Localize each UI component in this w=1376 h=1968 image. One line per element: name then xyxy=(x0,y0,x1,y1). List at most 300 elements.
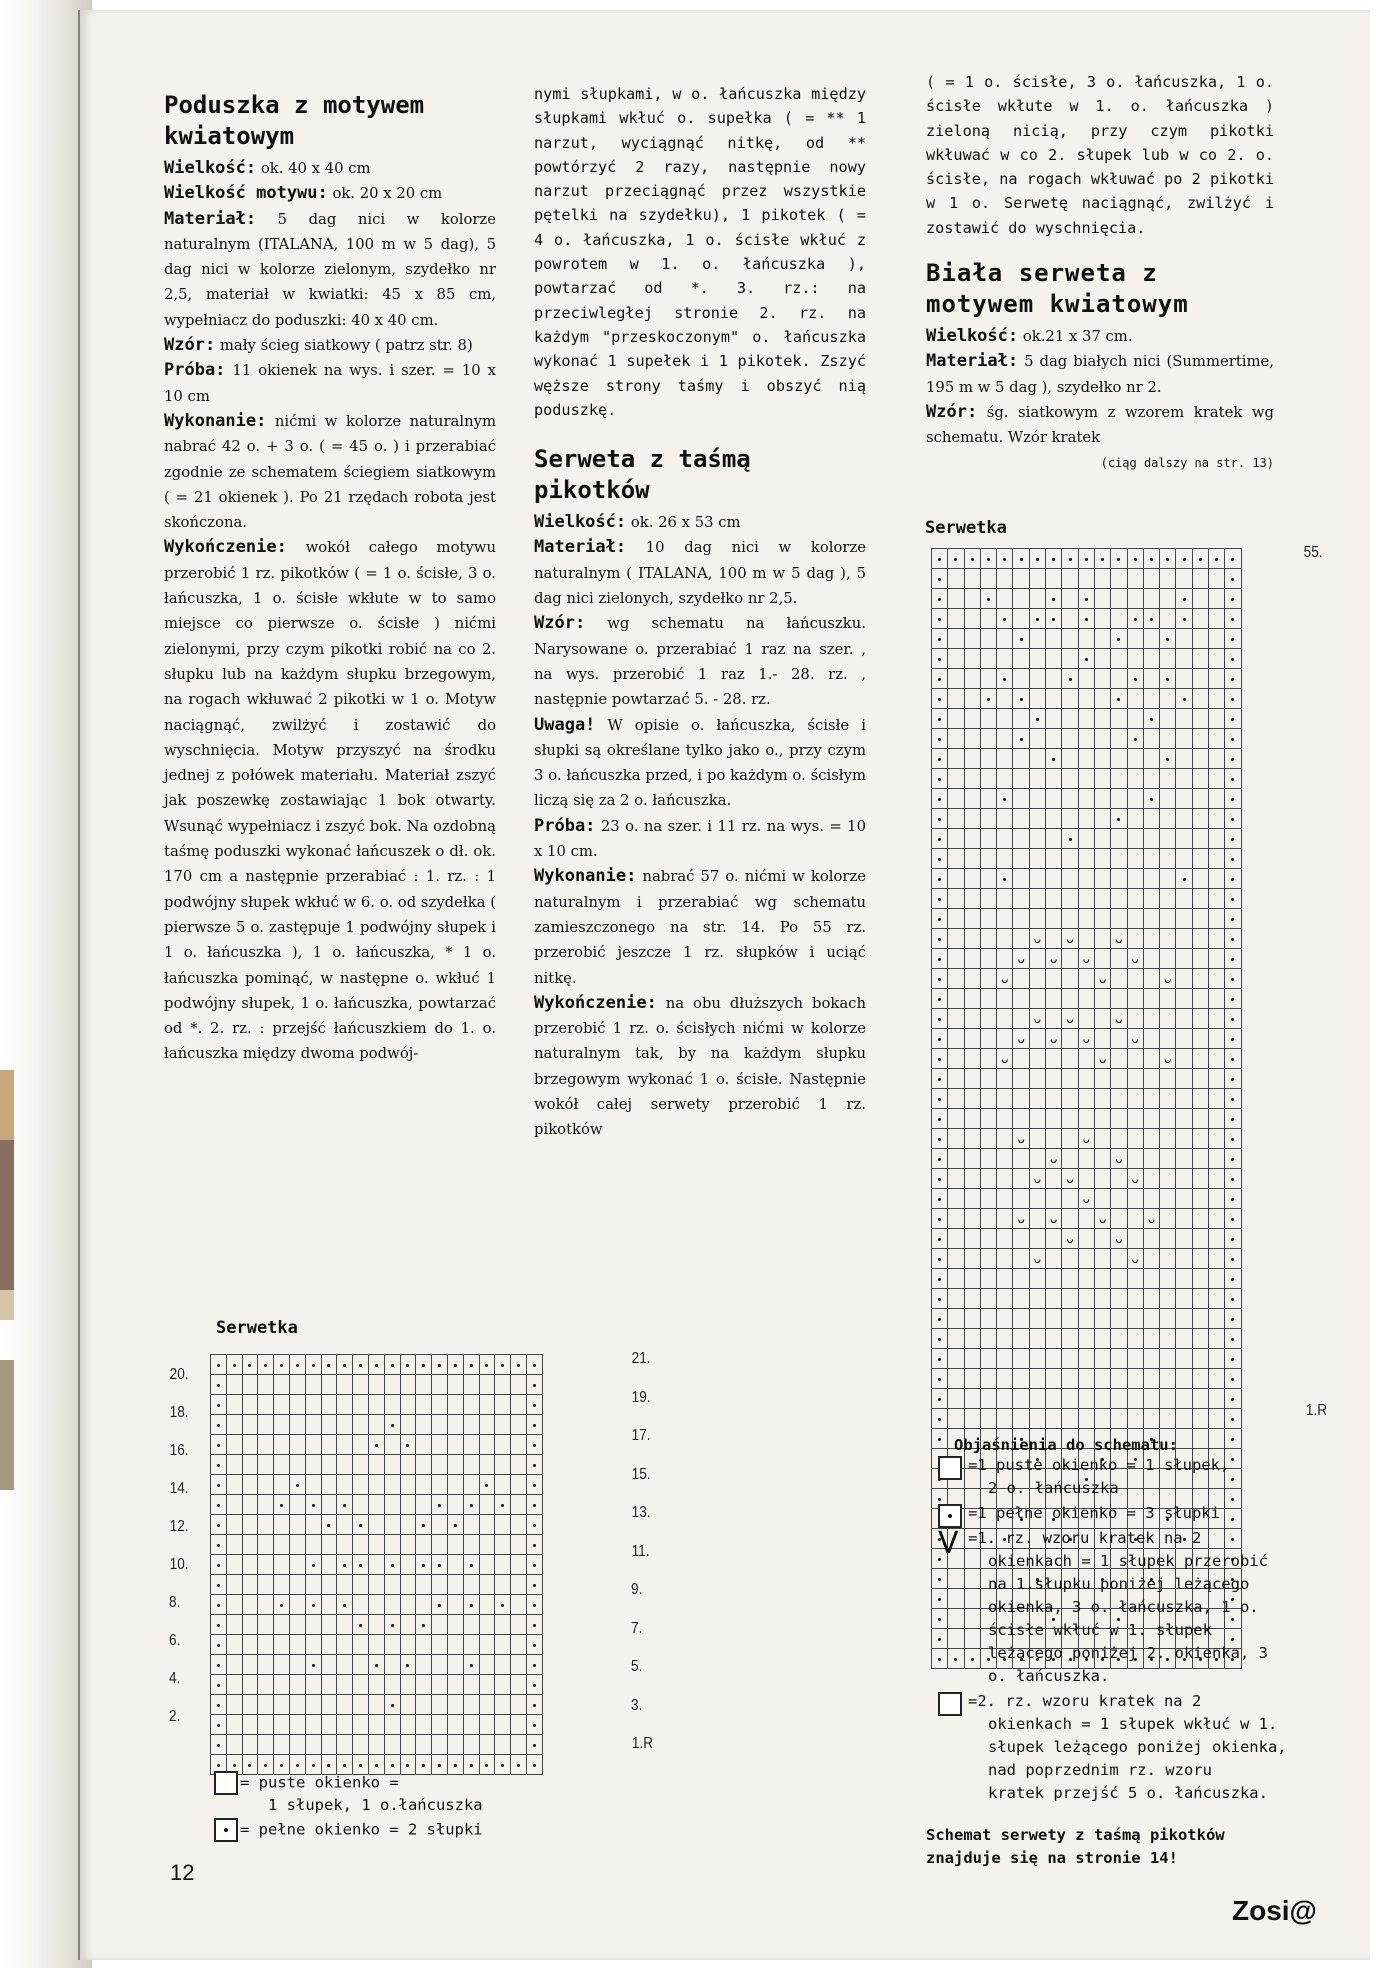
chart-cell xyxy=(1046,1109,1062,1129)
chart-cell xyxy=(226,1675,242,1695)
chart-cell xyxy=(1013,569,1029,589)
chart-cell xyxy=(384,1695,400,1715)
chart-cell xyxy=(258,1515,274,1535)
chart-cell xyxy=(226,1695,242,1715)
chart-cell xyxy=(432,1395,448,1415)
chart-cell xyxy=(1225,709,1241,729)
chart-cell xyxy=(1209,1389,1225,1409)
spec-label: Materiał: xyxy=(926,351,1019,372)
chart-cell xyxy=(242,1675,258,1695)
chart-cell xyxy=(1176,769,1192,789)
chart-cell xyxy=(1127,569,1143,589)
chart-cell xyxy=(1143,1089,1159,1109)
chart-cell xyxy=(1192,1149,1208,1169)
chart-cell xyxy=(400,1635,416,1655)
chart-cell xyxy=(1176,1069,1192,1089)
chart-cell xyxy=(997,669,1013,689)
chart-cell xyxy=(226,1495,242,1515)
chart-cell xyxy=(274,1695,290,1715)
row-number: 19. xyxy=(631,1388,651,1406)
chart-cell xyxy=(1046,1129,1062,1149)
chart-cell xyxy=(1225,929,1241,949)
chart-cell xyxy=(1094,809,1110,829)
chart-cell xyxy=(1111,689,1127,709)
chart-cell xyxy=(980,729,996,749)
chart-cell xyxy=(980,1029,996,1049)
chart-cell: ᴗ xyxy=(997,969,1013,989)
chart-cell xyxy=(447,1455,463,1475)
color-strip xyxy=(0,1290,14,1320)
chart-cell xyxy=(1013,589,1029,609)
chart-cell xyxy=(211,1735,227,1755)
chart-cell xyxy=(1062,769,1078,789)
chart-cell xyxy=(1160,609,1176,629)
chart-cell xyxy=(384,1555,400,1575)
chart-cell xyxy=(432,1735,448,1755)
chart-cell xyxy=(1029,1069,1045,1089)
chart-cell xyxy=(447,1475,463,1495)
chart-cell xyxy=(463,1595,479,1615)
chart-cell xyxy=(321,1435,337,1455)
chart-cell xyxy=(384,1395,400,1415)
chart-cell: ᴗ xyxy=(1094,969,1110,989)
chart-cell xyxy=(1094,669,1110,689)
chart-cell xyxy=(1013,1309,1029,1329)
chart-cell xyxy=(1029,1049,1045,1069)
chart-cell xyxy=(1225,749,1241,769)
chart-cell xyxy=(1062,1349,1078,1369)
chart-cell xyxy=(1111,669,1127,689)
chart-cell xyxy=(526,1675,542,1695)
chart-cell xyxy=(997,929,1013,949)
chart-cell xyxy=(1062,589,1078,609)
chart-cell xyxy=(1013,629,1029,649)
chart-cell xyxy=(948,609,964,629)
chart-cell xyxy=(1192,1429,1208,1449)
chart-cell xyxy=(368,1375,384,1395)
chart-cell xyxy=(274,1535,290,1555)
spec-paragraph xyxy=(164,333,496,358)
chart-cell xyxy=(1094,749,1110,769)
chart-cell xyxy=(1160,549,1176,569)
chart-cell xyxy=(495,1575,511,1595)
chart-cell xyxy=(1046,909,1062,929)
chart-cell xyxy=(1078,809,1094,829)
chart-cell xyxy=(432,1475,448,1495)
chart-cell xyxy=(948,829,964,849)
chart-cell xyxy=(997,889,1013,909)
chart-cell xyxy=(1192,949,1208,969)
chart-cell xyxy=(1160,1389,1176,1409)
chart-cell xyxy=(226,1395,242,1415)
chart-cell xyxy=(1192,729,1208,749)
spec-label: Wykończenie: xyxy=(164,537,287,558)
chart-cell xyxy=(948,949,964,969)
chart-cell: ᴗ xyxy=(1111,1009,1127,1029)
chart-cell xyxy=(997,1069,1013,1089)
chart-cell xyxy=(353,1435,369,1455)
chart-cell xyxy=(1046,1289,1062,1309)
chart-cell xyxy=(1094,689,1110,709)
chart-cell xyxy=(964,909,980,929)
chart-cell xyxy=(400,1675,416,1695)
chart-cell xyxy=(1078,1109,1094,1129)
chart-cell xyxy=(447,1635,463,1655)
chart-cell xyxy=(1160,989,1176,1009)
chart-cell xyxy=(1078,709,1094,729)
chart-cell xyxy=(1013,709,1029,729)
chart-cell xyxy=(1225,589,1241,609)
chart-cell xyxy=(1078,1309,1094,1329)
chart-cell xyxy=(1176,549,1192,569)
chart-cell xyxy=(932,989,948,1009)
chart-cell xyxy=(1013,1189,1029,1209)
chart-cell xyxy=(479,1515,495,1535)
chart-cell xyxy=(1046,1189,1062,1209)
chart-cell xyxy=(1029,1189,1045,1209)
chart-cell xyxy=(1225,1089,1241,1109)
chart-cell xyxy=(1094,889,1110,909)
chart-cell xyxy=(258,1535,274,1555)
row-number: 12. xyxy=(169,1518,189,1535)
chart-cell xyxy=(1209,1269,1225,1289)
chart-cell xyxy=(1127,1189,1143,1209)
chart-cell xyxy=(1046,1349,1062,1369)
chart-cell xyxy=(964,1369,980,1389)
chart-cell xyxy=(1029,1209,1045,1229)
chart-cell xyxy=(1046,1389,1062,1409)
chart-cell xyxy=(416,1395,432,1415)
chart-cell xyxy=(932,629,948,649)
chart-cell xyxy=(211,1655,227,1675)
chart-cell xyxy=(1160,649,1176,669)
chart-cell xyxy=(1013,1409,1029,1429)
chart-cell xyxy=(964,729,980,749)
chart-cell xyxy=(526,1575,542,1595)
chart-cell xyxy=(1209,949,1225,969)
chart-cell xyxy=(337,1395,353,1415)
chart-cell xyxy=(384,1595,400,1615)
chart-cell xyxy=(932,1269,948,1289)
chart-cell xyxy=(368,1695,384,1715)
chart-cell xyxy=(932,1249,948,1269)
chart-cell xyxy=(1046,1269,1062,1289)
chart-cell xyxy=(432,1455,448,1475)
chart-cell xyxy=(1127,689,1143,709)
chart-cell xyxy=(1192,709,1208,729)
chart-cell xyxy=(948,969,964,989)
chart-cell xyxy=(1192,1329,1208,1349)
chart-cell xyxy=(980,989,996,1009)
chart-cell xyxy=(1111,1409,1127,1429)
chart-cell xyxy=(964,889,980,909)
chart-cell xyxy=(337,1415,353,1435)
chart-cell xyxy=(1127,1049,1143,1069)
chart-cell xyxy=(1046,1049,1062,1069)
chart-cell xyxy=(1192,909,1208,929)
chart-cell xyxy=(1143,1149,1159,1169)
chart-cell xyxy=(511,1675,527,1695)
chart-cell xyxy=(1029,989,1045,1009)
row-number-bottom: 1.R xyxy=(1305,1402,1328,1419)
chart-cell xyxy=(1192,1009,1208,1029)
chart-cell xyxy=(1192,969,1208,989)
chart-cell xyxy=(1176,1149,1192,1169)
chart-cell xyxy=(997,1369,1013,1389)
chart-cell xyxy=(511,1535,527,1555)
chart-cell xyxy=(980,669,996,689)
row-number: 17. xyxy=(631,1427,651,1444)
chart-cell xyxy=(258,1735,274,1755)
chart-cell xyxy=(526,1595,542,1615)
chart-cell xyxy=(1111,969,1127,989)
chart-cell xyxy=(384,1675,400,1695)
chart-cell xyxy=(1160,589,1176,609)
chart-cell xyxy=(353,1715,369,1735)
chart-cell xyxy=(1160,1089,1176,1109)
chart-cell xyxy=(1127,929,1143,949)
chart-cell xyxy=(353,1655,369,1675)
chart-cell xyxy=(511,1595,527,1615)
chart-cell: ᴗ xyxy=(1160,1049,1176,1069)
chart-cell xyxy=(1094,1249,1110,1269)
chart-cell xyxy=(997,849,1013,869)
chart-cell xyxy=(447,1375,463,1395)
chart-cell xyxy=(1013,649,1029,669)
chart-cell xyxy=(1225,1329,1241,1349)
chart-cell xyxy=(1029,549,1045,569)
chart-cell xyxy=(1013,829,1029,849)
chart-cell xyxy=(368,1595,384,1615)
chart-cell xyxy=(1029,629,1045,649)
chart-cell xyxy=(1062,709,1078,729)
chart-cell xyxy=(1062,669,1078,689)
chart-cell xyxy=(337,1355,353,1375)
chart-cell xyxy=(289,1715,305,1735)
chart-cell xyxy=(211,1395,227,1415)
chart-cell xyxy=(400,1535,416,1555)
chart-cell xyxy=(368,1615,384,1635)
chart-cell xyxy=(1209,1229,1225,1249)
chart-cell xyxy=(980,829,996,849)
explanation-line: okienka, 3 o. łańcuszka, 1 o. xyxy=(988,1598,1259,1616)
chart-cell xyxy=(1127,769,1143,789)
chart-cell xyxy=(1176,1369,1192,1389)
chart-cell xyxy=(463,1435,479,1455)
chart-cell xyxy=(400,1755,416,1775)
chart-cell xyxy=(964,1249,980,1269)
chart-cell xyxy=(1046,549,1062,569)
chart-cell xyxy=(1062,1329,1078,1349)
explanation-line: okienkach = 1 słupek wkłuć w 1. xyxy=(988,1715,1278,1733)
chart-cell xyxy=(1160,1369,1176,1389)
row-number: 11. xyxy=(631,1542,650,1560)
chart-cell xyxy=(1176,989,1192,1009)
chart-cell xyxy=(416,1735,432,1755)
chart-cell xyxy=(226,1735,242,1755)
chart-cell xyxy=(1111,749,1127,769)
chart-cell xyxy=(337,1655,353,1675)
chart-cell xyxy=(274,1555,290,1575)
spec-label: Wzór: xyxy=(926,401,978,422)
chart-cell xyxy=(997,709,1013,729)
chart-cell xyxy=(1160,1249,1176,1269)
chart-cell xyxy=(1111,1389,1127,1409)
chart-cell xyxy=(997,1149,1013,1169)
chart-cell xyxy=(337,1435,353,1455)
chart-cell xyxy=(321,1715,337,1735)
chart-cell xyxy=(1094,1009,1110,1029)
chart-cell xyxy=(1013,969,1029,989)
chart-cell xyxy=(226,1595,242,1615)
chart-cell xyxy=(1046,1309,1062,1329)
chart-cell xyxy=(1094,849,1110,869)
chart-cell xyxy=(1225,1169,1241,1189)
chart-cell xyxy=(1192,829,1208,849)
chart-cell xyxy=(1209,1049,1225,1069)
chart-cell xyxy=(964,829,980,849)
chart-cell xyxy=(305,1575,321,1595)
chart-cell xyxy=(1160,1269,1176,1289)
chart-cell xyxy=(384,1715,400,1735)
chart-cell xyxy=(997,1389,1013,1409)
chart-cell xyxy=(1078,1209,1094,1229)
chart-cell xyxy=(274,1715,290,1735)
chart-cell xyxy=(1160,1289,1176,1309)
chart-cell xyxy=(1046,729,1062,749)
spec-label: Wykonanie: xyxy=(164,410,267,431)
chart-cell xyxy=(416,1475,432,1495)
chart-cell xyxy=(980,749,996,769)
chart-cell xyxy=(964,689,980,709)
chart-cell xyxy=(1029,709,1045,729)
chart-cell xyxy=(997,1089,1013,1109)
chart-cell xyxy=(1111,549,1127,569)
chart-cell xyxy=(1078,1089,1094,1109)
chart-cell xyxy=(463,1535,479,1555)
chart-cell xyxy=(948,1249,964,1269)
chart-cell xyxy=(1062,1409,1078,1429)
chart-cell xyxy=(495,1555,511,1575)
chart-cell xyxy=(321,1735,337,1755)
chart-cell xyxy=(1176,1269,1192,1289)
chart-cell xyxy=(1062,1089,1078,1109)
chart-cell xyxy=(1160,929,1176,949)
chart-cell xyxy=(1013,909,1029,929)
chart-cell xyxy=(1013,769,1029,789)
chart-cell xyxy=(511,1495,527,1515)
chart-cell xyxy=(1111,1349,1127,1369)
chart-cell xyxy=(1094,569,1110,589)
chart-cell xyxy=(1094,709,1110,729)
chart-title: Serwetka xyxy=(925,518,1007,538)
chart-cell xyxy=(1029,849,1045,869)
chart-cell xyxy=(368,1455,384,1475)
chart-cell xyxy=(447,1395,463,1415)
chart-cell xyxy=(511,1455,527,1475)
chart-cell xyxy=(1078,1289,1094,1309)
chart-cell xyxy=(948,749,964,769)
chart-cell xyxy=(289,1595,305,1615)
chart-cell xyxy=(1062,1389,1078,1409)
chart-cell xyxy=(997,549,1013,569)
chart-cell xyxy=(1111,629,1127,649)
chart-cell xyxy=(964,769,980,789)
chart-cell xyxy=(1225,889,1241,909)
section-body xyxy=(164,156,496,1067)
chart-cell xyxy=(242,1455,258,1475)
chart-cell xyxy=(368,1735,384,1755)
row-number: 10. xyxy=(169,1556,189,1573)
chart-cell xyxy=(400,1575,416,1595)
chart-cell xyxy=(1078,1329,1094,1349)
spec-text: 23 o. na szer. i 11 rz. na wys. = 10 x 10 cm. xyxy=(534,817,866,861)
chart-cell xyxy=(948,1189,964,1209)
chart-cell xyxy=(1029,969,1045,989)
chart-cell xyxy=(964,609,980,629)
chart-cell xyxy=(1078,969,1094,989)
chart-cell xyxy=(1160,569,1176,589)
chart-cell xyxy=(1046,929,1062,949)
chart-cell xyxy=(964,869,980,889)
chart-cell xyxy=(1160,1229,1176,1249)
section-title: Poduszka z motywem kwiatowym xyxy=(164,91,425,150)
chart-cell xyxy=(305,1535,321,1555)
chart-cell xyxy=(1192,1309,1208,1329)
chart-cell xyxy=(1094,1369,1110,1389)
chart-cell xyxy=(932,789,948,809)
chart-cell xyxy=(1062,909,1078,929)
chart-cell xyxy=(337,1715,353,1735)
chart-cell xyxy=(526,1515,542,1535)
chart-cell xyxy=(1062,1029,1078,1049)
chart-cell: ᴗ xyxy=(1046,1029,1062,1049)
chart-cell xyxy=(1127,789,1143,809)
chart-cell xyxy=(1160,1309,1176,1329)
chart-cell xyxy=(1013,1249,1029,1269)
chart-cell xyxy=(368,1675,384,1695)
chart-cell xyxy=(1127,1389,1143,1409)
chart-cell xyxy=(1209,1089,1225,1109)
chart-cell xyxy=(1111,649,1127,669)
chart-cell xyxy=(932,1409,948,1429)
empty-square-icon xyxy=(938,1456,962,1480)
chart-cell xyxy=(1225,989,1241,1009)
chart-cell xyxy=(964,849,980,869)
chart-cell xyxy=(1225,969,1241,989)
chart-cell: ᴗ xyxy=(1046,949,1062,969)
chart-cell xyxy=(400,1515,416,1535)
spec-paragraph xyxy=(534,991,866,1143)
chart-cell xyxy=(1225,1229,1241,1249)
chart-cell xyxy=(337,1375,353,1395)
chart-cell xyxy=(980,1049,996,1069)
spec-text: ok. 40 x 40 cm xyxy=(256,160,371,177)
chart-cell xyxy=(1013,1089,1029,1109)
chart-cell xyxy=(432,1495,448,1515)
chart-cell xyxy=(1062,569,1078,589)
chart-cell xyxy=(321,1355,337,1375)
chart-cell xyxy=(368,1635,384,1655)
chart-cell xyxy=(980,969,996,989)
chart-cell xyxy=(384,1635,400,1655)
chart-cell xyxy=(1111,1049,1127,1069)
chart-cell xyxy=(997,729,1013,749)
chart-cell xyxy=(526,1475,542,1495)
chart-cell xyxy=(932,1069,948,1089)
chart-cell xyxy=(1029,1309,1045,1329)
chart-cell xyxy=(289,1615,305,1635)
